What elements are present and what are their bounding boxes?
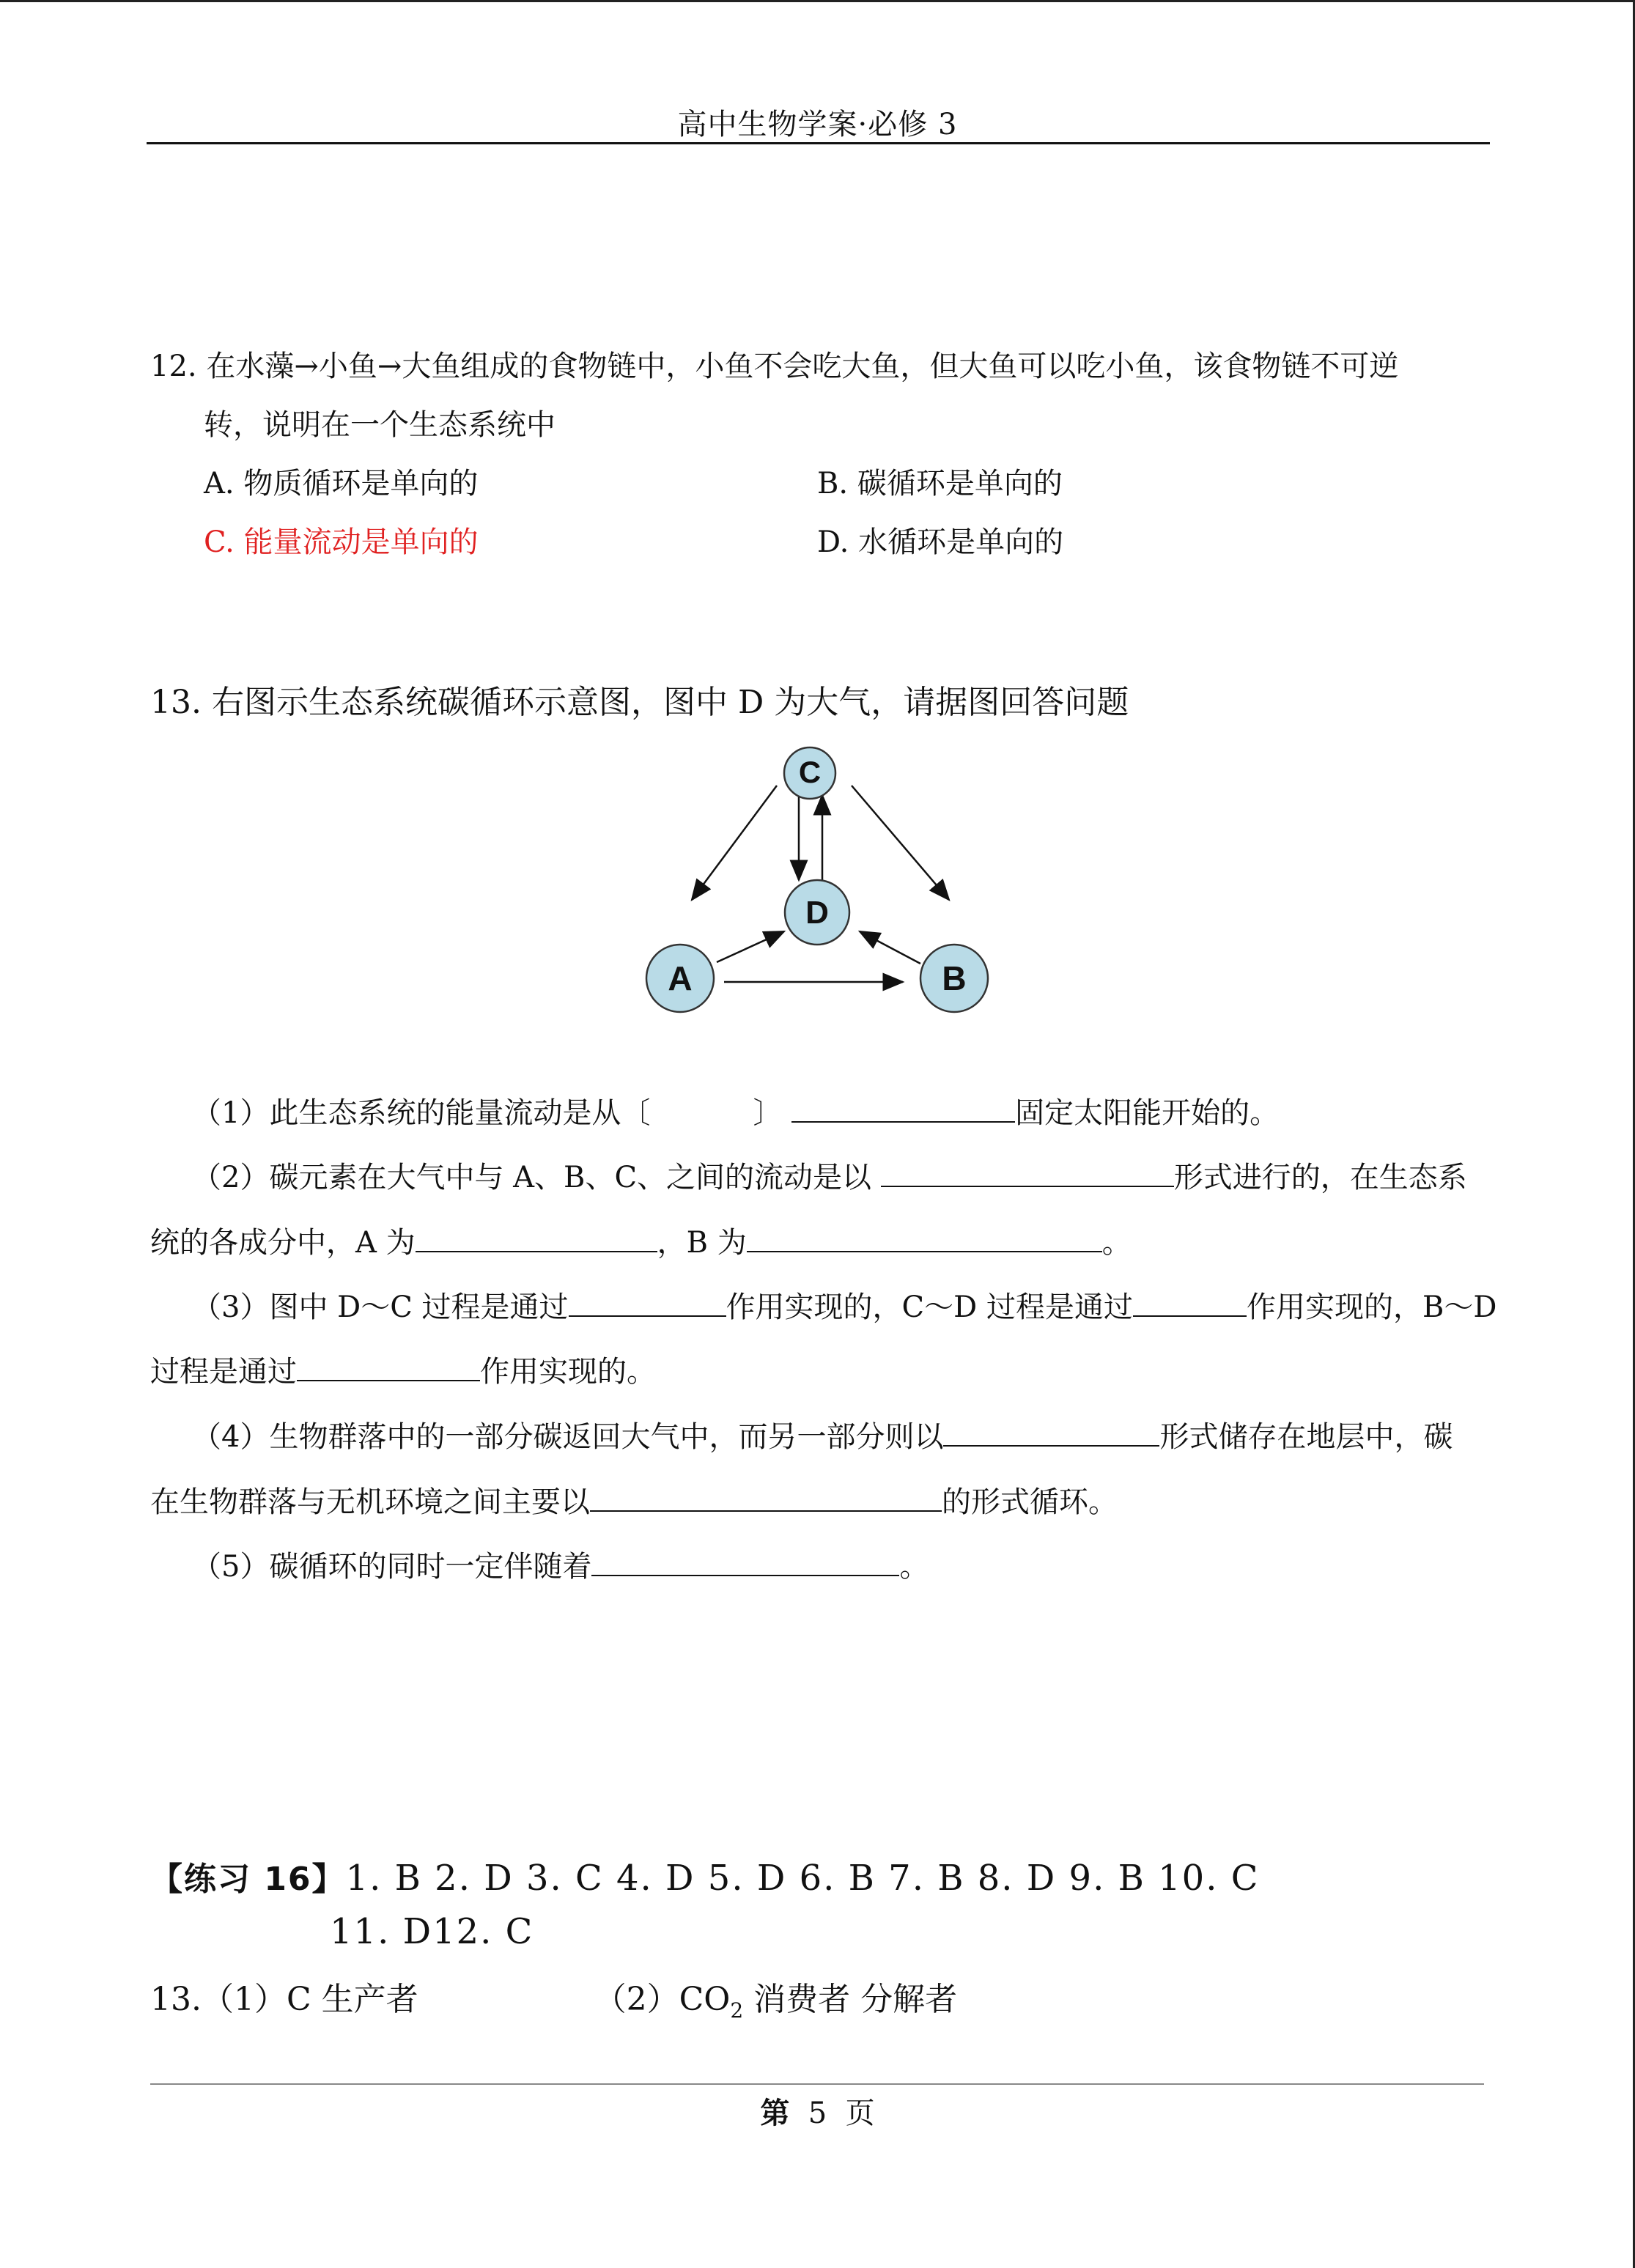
q13-part2-blank-b[interactable] xyxy=(747,1223,1102,1252)
q13-part1-text-c: 固定太阳能开始的。 xyxy=(1015,1096,1280,1130)
q13-part4-line1 xyxy=(192,1414,1453,1455)
q13-part5 xyxy=(192,1543,929,1585)
q13-part2-text-e: 。 xyxy=(1101,1226,1132,1260)
q12-option-c-answer: C. 能量流动是单向的 xyxy=(204,525,479,559)
q13-part4-blank-storage[interactable] xyxy=(943,1417,1159,1447)
answers-q13 xyxy=(150,1973,957,2023)
q12-stem-line2: 转，说明在一个生态系统中 xyxy=(204,408,556,442)
q12-option-b: B. 碳循环是单向的 xyxy=(817,467,1063,500)
q13-part1-text-b: 〕 xyxy=(753,1096,783,1130)
page-border-top xyxy=(0,0,1635,2)
answers-q13-part1: 13.（1）C 生产者 xyxy=(150,1981,418,2018)
q13-part1-text-a: （1）此生态系统的能量流动是从〔 xyxy=(192,1096,651,1130)
answers-line2: 11. D12. C xyxy=(330,1911,534,1952)
q12-option-a: A. 物质循环是单向的 xyxy=(204,467,479,500)
q13-part2-blank-form[interactable] xyxy=(881,1158,1174,1187)
q13-part3-text-e: 作用实现的。 xyxy=(480,1355,656,1389)
arrow-c-to-a xyxy=(692,786,777,900)
q13-part5-text-a: （5）碳循环的同时一定伴随着 xyxy=(192,1550,592,1584)
header-rule xyxy=(147,142,1490,144)
q13-part4-text-d: 的形式循环。 xyxy=(942,1485,1118,1519)
q13-part3-text-c: 作用实现的，B～D xyxy=(1246,1290,1497,1324)
footer-rule xyxy=(150,2083,1484,2085)
q13-part3-text-d: 过程是通过 xyxy=(150,1355,297,1389)
q13-part4-text-b: 形式储存在地层中，碳 xyxy=(1159,1420,1453,1454)
node-a-label: A xyxy=(668,959,693,997)
arrow-a-to-d xyxy=(717,931,784,962)
q13-part3-text-a: （3）图中 D～C 过程是通过 xyxy=(192,1290,569,1324)
q13-part2-blank-a[interactable] xyxy=(416,1223,657,1252)
q13-part2-text-a: （2）碳元素在大气中与 A、B、C、之间的流动是以 xyxy=(192,1161,872,1194)
page-number xyxy=(0,2090,1635,2132)
page-number-value: 5 xyxy=(808,2097,827,2130)
q13-part1 xyxy=(192,1090,1279,1131)
q13-part3-blank-cd[interactable] xyxy=(1133,1288,1247,1317)
q13-part2-line1 xyxy=(192,1154,1467,1196)
q13-stem: 13. 右图示生态系统碳循环示意图，图中 D 为大气，请据图回答问题 xyxy=(150,684,1129,721)
q13-part5-text-b: 。 xyxy=(899,1550,929,1584)
answers-choices-1: 1. B 2. D 3. C 4. D 5. D 6. B 7. B 8. D 9. B 10. C xyxy=(345,1858,1260,1899)
q13-part2-text-b: 形式进行的，在生态系 xyxy=(1173,1161,1467,1194)
q13-part5-blank[interactable] xyxy=(591,1547,899,1576)
q13-part1-blank[interactable] xyxy=(791,1093,1015,1123)
page-header-title: 高中生物学案·必修 3 xyxy=(677,108,958,141)
answers-q13-subscript: 2 xyxy=(730,1998,744,2023)
q13-part3-text-b: 作用实现的，C～D 过程是通过 xyxy=(726,1290,1133,1324)
q13-part2-line2 xyxy=(150,1219,1132,1261)
q13-part4-blank-form[interactable] xyxy=(590,1482,942,1512)
q13-part2-text-d: ，B 为 xyxy=(657,1226,747,1260)
q12-option-d: D. 水循环是单向的 xyxy=(817,525,1064,559)
q13-part2-text-c: 统的各成分中，A 为 xyxy=(150,1226,416,1260)
q13-part3-line1 xyxy=(192,1284,1496,1326)
q13-part4-line2 xyxy=(150,1479,1118,1521)
arrow-c-to-b xyxy=(852,786,949,900)
carbon-cycle-diagram xyxy=(638,736,1004,1030)
arrow-b-to-d xyxy=(860,931,920,964)
answers-q13-part2: （2）CO xyxy=(594,1981,731,2018)
page-number-suffix: 页 xyxy=(845,2097,875,2130)
node-b-label: B xyxy=(942,959,967,997)
q13-part3-blank-bd[interactable] xyxy=(297,1352,480,1381)
q12-stem-line1: 12. 在水藻→小鱼→大鱼组成的食物链中，小鱼不会吃大鱼，但大鱼可以吃小鱼，该食物链不可逆 xyxy=(150,350,1399,383)
answers-line1 xyxy=(150,1853,1259,1899)
node-c-label: C xyxy=(798,755,822,789)
q13-part3-line2 xyxy=(150,1348,656,1390)
q13-part3-blank-dc[interactable] xyxy=(569,1288,726,1317)
q13-part4-text-c: 在生物群落与无机环境之间主要以 xyxy=(150,1485,590,1519)
answers-q13-part3: 消费者 分解者 xyxy=(743,1981,958,2018)
q13-part4-text-a: （4）生物群落中的一部分碳返回大气中，而另一部分则以 xyxy=(192,1420,944,1454)
page-number-prefix: 第 xyxy=(760,2096,790,2130)
node-d-label: D xyxy=(805,895,829,931)
answers-label: 【练习 16】 xyxy=(150,1861,346,1898)
